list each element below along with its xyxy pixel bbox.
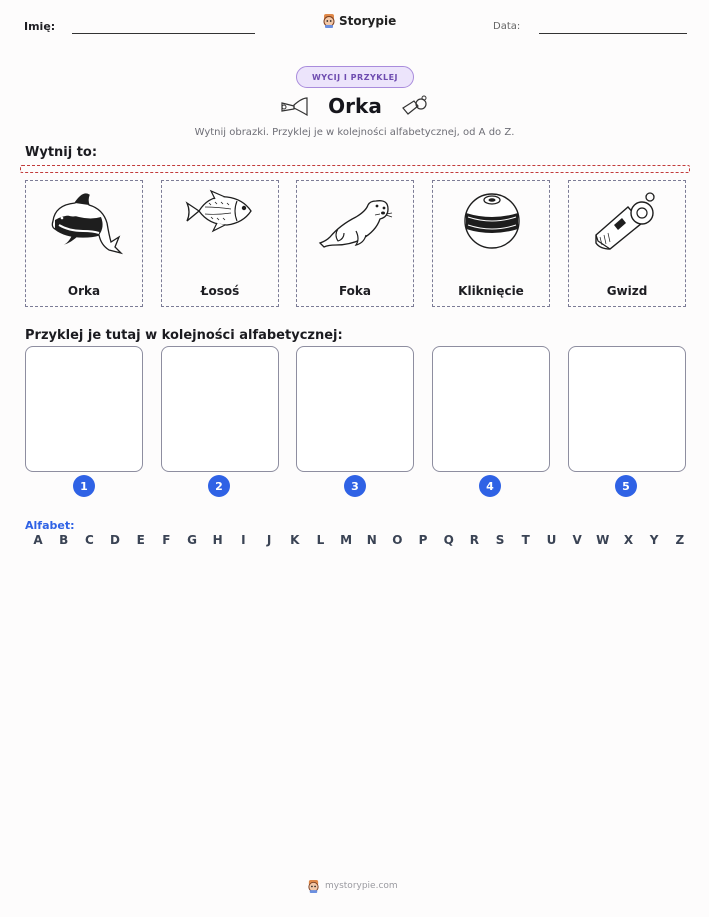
alphabet-letter: A bbox=[33, 533, 43, 547]
instructions: Wytnij obrazki. Przyklej je w kolejności alfabetycznej, od A do Z. bbox=[194, 127, 515, 138]
alphabet-letter: C bbox=[84, 533, 94, 547]
slot-number-3: 3 bbox=[344, 475, 366, 497]
alphabet-letter: K bbox=[290, 533, 300, 547]
alphabet-letter: W bbox=[596, 533, 610, 547]
activity-badge: WYCIJ I PRZYKLEJ bbox=[296, 66, 414, 88]
seal-icon bbox=[316, 187, 396, 253]
cut-line bbox=[20, 165, 690, 173]
slot-number-5: 5 bbox=[615, 475, 637, 497]
slot-number-4: 4 bbox=[479, 475, 501, 497]
card-label: Orka bbox=[67, 284, 101, 298]
card-label: Kliknięcie bbox=[458, 284, 524, 298]
card-label: Foka bbox=[338, 284, 372, 298]
alphabet-letter: G bbox=[187, 533, 197, 547]
alphabet-letter: F bbox=[162, 533, 171, 547]
card-label: Gwizd bbox=[606, 284, 648, 298]
alphabet-letter: U bbox=[546, 533, 557, 547]
alphabet-row bbox=[31, 533, 687, 547]
card-salmon[interactable] bbox=[161, 180, 279, 307]
slot-number-2: 2 bbox=[208, 475, 230, 497]
paste-slot-1[interactable] bbox=[25, 346, 143, 472]
alphabet-letter: J bbox=[266, 533, 272, 547]
footer-url: mystorypie.com bbox=[325, 881, 398, 891]
alphabet-letter: X bbox=[623, 533, 634, 547]
page-title: Orka bbox=[328, 94, 382, 118]
whistle-icon bbox=[588, 187, 668, 253]
alphabet-letter: P bbox=[418, 533, 428, 547]
alphabet-letter: N bbox=[366, 533, 377, 547]
alphabet-letter: T bbox=[521, 533, 530, 547]
salmon-icon bbox=[181, 187, 261, 237]
card-label: Łosoś bbox=[200, 284, 240, 298]
paste-slot-2[interactable] bbox=[161, 346, 279, 472]
trumpet-icon bbox=[280, 96, 310, 116]
slot-number-1: 1 bbox=[73, 475, 95, 497]
name-line bbox=[72, 33, 255, 34]
card-seal[interactable] bbox=[296, 180, 414, 307]
ball-icon bbox=[452, 187, 532, 253]
storypie-mascot-icon bbox=[322, 13, 336, 28]
alphabet-letter: Z bbox=[675, 533, 685, 547]
alphabet-letter: H bbox=[212, 533, 223, 547]
paste-slot-5[interactable] bbox=[568, 346, 686, 472]
storypie-logo bbox=[322, 13, 396, 28]
orca-icon bbox=[45, 187, 125, 257]
cut-section-label: Wytnij to: bbox=[25, 145, 98, 160]
date-line bbox=[539, 33, 687, 34]
title-row bbox=[280, 90, 430, 122]
card-whistle[interactable] bbox=[568, 180, 686, 307]
alphabet-letter: L bbox=[316, 533, 325, 547]
date-label: Data: bbox=[493, 21, 521, 32]
storypie-mascot-icon bbox=[307, 879, 320, 893]
alphabet-letter: D bbox=[110, 533, 120, 547]
card-orca[interactable] bbox=[25, 180, 143, 307]
alphabet-letter: V bbox=[572, 533, 582, 547]
paste-section-label: Przyklej je tutaj w kolejności alfabetycznej: bbox=[25, 328, 343, 343]
footer bbox=[307, 879, 398, 893]
paste-slot-4[interactable] bbox=[432, 346, 550, 472]
alphabet-letter: M bbox=[340, 533, 353, 547]
name-label: Imię: bbox=[24, 20, 56, 33]
alphabet-letter: S bbox=[495, 533, 505, 547]
alphabet-label: Alfabet: bbox=[25, 519, 75, 532]
alphabet-letter: I bbox=[241, 533, 246, 547]
brand-name: Storypie bbox=[339, 13, 397, 28]
alphabet-letter: O bbox=[392, 533, 403, 547]
alphabet-letter: Y bbox=[649, 533, 659, 547]
alphabet-letter: E bbox=[136, 533, 145, 547]
paste-slot-3[interactable] bbox=[296, 346, 414, 472]
alphabet-letter: B bbox=[59, 533, 69, 547]
alphabet-letter: R bbox=[469, 533, 480, 547]
card-ball[interactable] bbox=[432, 180, 550, 307]
whistle-small-icon bbox=[400, 95, 430, 117]
alphabet-letter: Q bbox=[443, 533, 454, 547]
